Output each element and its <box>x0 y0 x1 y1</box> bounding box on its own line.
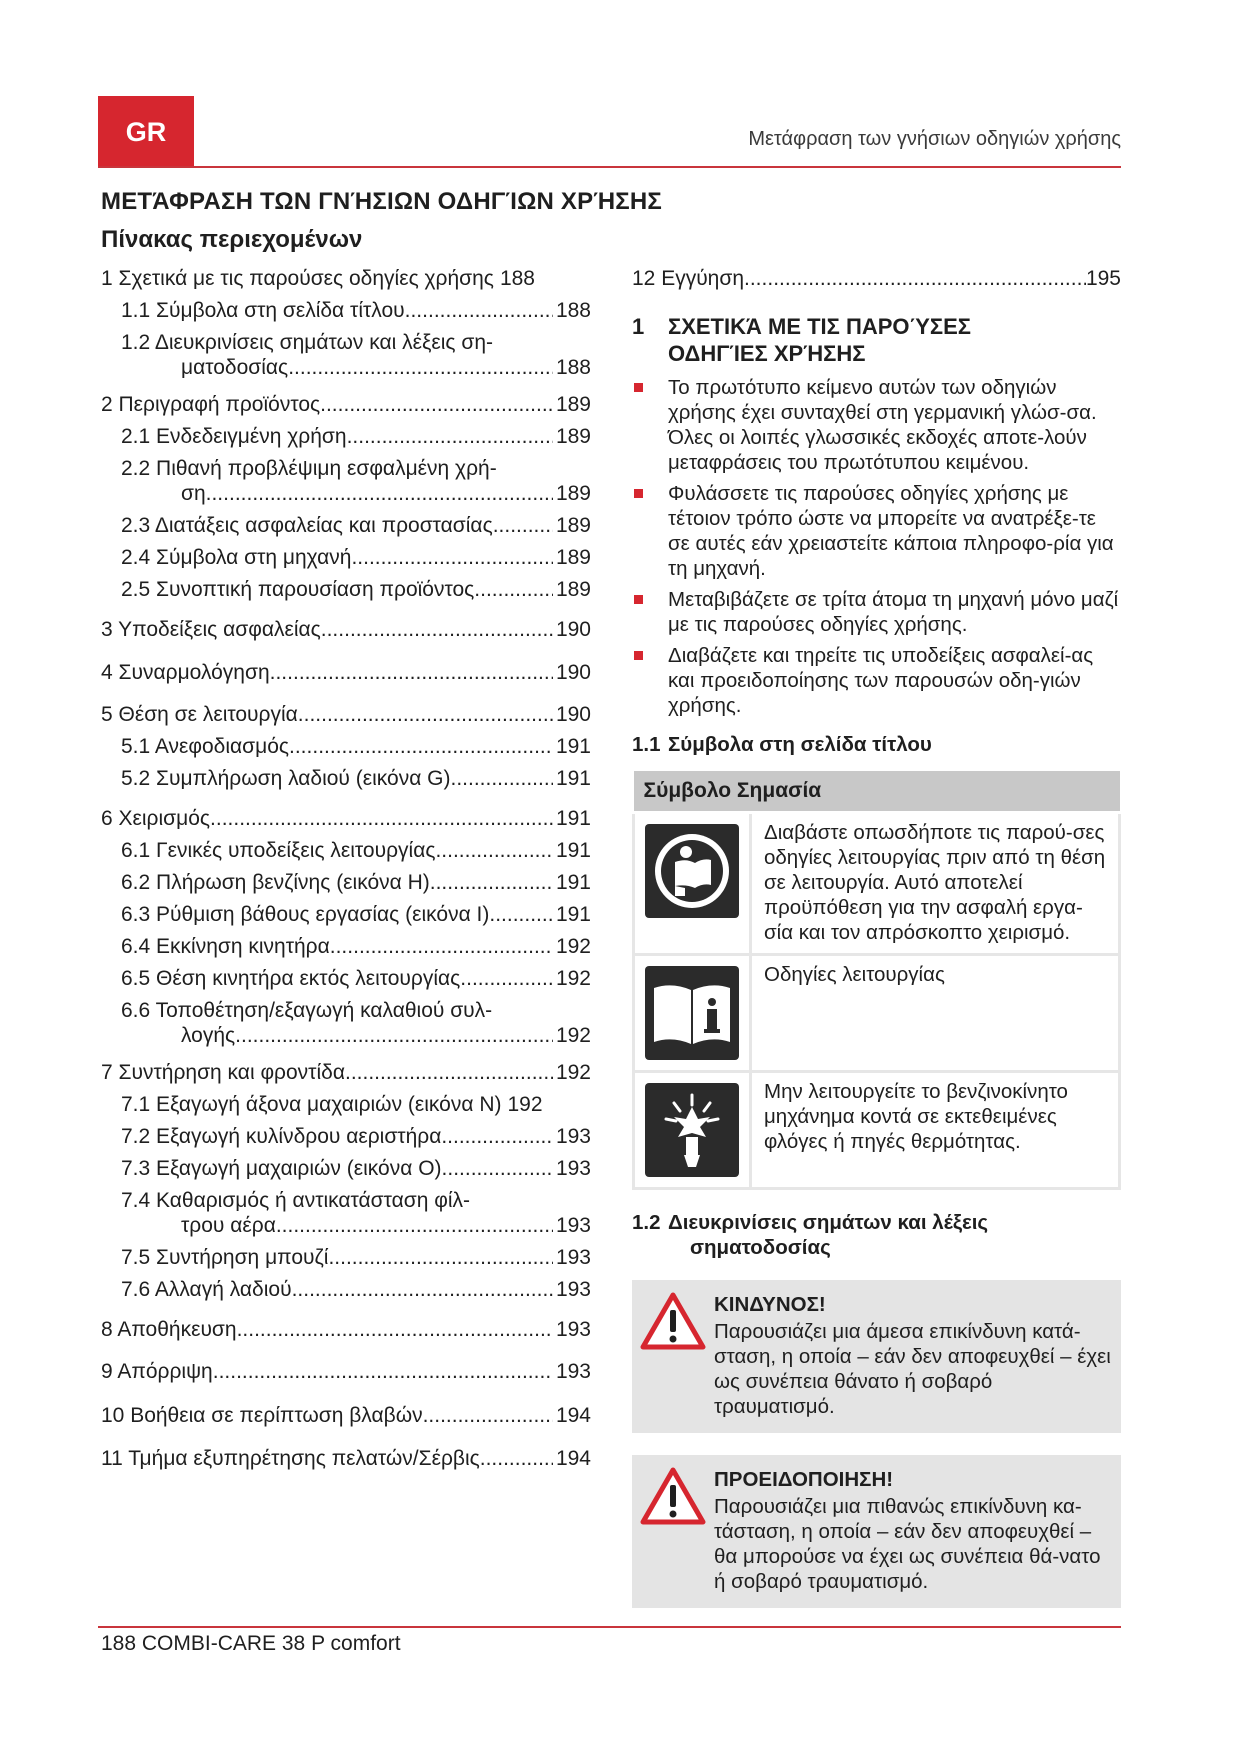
bullet-square-icon <box>634 489 643 498</box>
toc-entry[interactable]: 2.1 Ενδεδειγμένη χρήση ..... 189 <box>101 424 591 449</box>
list-item: Μεταβιβάζετε σε τρίτα άτομα τη μηχανή μόνο μαζί με τις παρούσες οδηγίες χρήσης. <box>632 587 1121 637</box>
toc-entry[interactable]: 1.2 Διευκρινίσεις σημάτων και λέξεις ση- ματοδοσίας ..... 188 <box>101 330 591 380</box>
right-column <box>632 266 1121 1608</box>
toc-entry[interactable]: 11 Τμήμα εξυπηρέτησης πελατών/Σέρβις ..... 194 <box>101 1446 591 1471</box>
toc-entry[interactable]: 7.3 Εξαγωγή μαχαιριών (εικόνα O) ..... 193 <box>101 1156 591 1181</box>
subsection-heading: 1.2 Διευκρινίσεις σημάτων και λέξεις σηματοδοσίας <box>632 1211 989 1259</box>
footer-divider <box>98 1626 1121 1628</box>
toc-entry[interactable]: 3 Υποδείξεις ασφαλείας ..... 190 <box>101 617 591 642</box>
bullet-list <box>632 375 1121 718</box>
toc-entry[interactable]: 12 Εγγύηση ..... 195 <box>632 266 1121 291</box>
warning-notice <box>632 1455 1121 1608</box>
table-row: Οδηγίες λειτουργίας <box>634 955 1120 1072</box>
page-footer: 188 COMBI-CARE 38 P comfort <box>101 1632 401 1655</box>
table-row: Διαβάστε οπωσδήποτε τις παρού-σες οδηγίες λειτουργίας πριν από τη θέση σε λειτουργία. Αυτό αποτελεί προϋπόθεση για την ασφαλή εργα-σία και τον απρόσκοπτο χειρισμό. <box>634 813 1120 955</box>
toc-entry[interactable]: 9 Απόρριψη ..... 193 <box>101 1359 591 1384</box>
list-item: Φυλάσσετε τις παρούσες οδηγίες χρήσης με τέτοιον τρόπο ώστε να μπορείτε να ανατρέξε-τε σε αυτές εάν χρειαστείτε κάποια πληροφο-ρία για τη μηχανή. <box>632 481 1121 581</box>
toc-entry[interactable]: 7.2 Εξαγωγή κυλίνδρου αεριστήρα ..... 193 <box>101 1124 591 1149</box>
bullet-square-icon <box>634 595 643 604</box>
toc-entry[interactable]: 7.1 Εξαγωγή άξονα μαχαιριών (εικόνα N) 192 <box>121 1093 543 1116</box>
danger-notice <box>632 1280 1121 1433</box>
bullet-square-icon <box>634 383 643 392</box>
warning-triangle-icon <box>640 1292 706 1350</box>
language-tab: GR <box>98 96 194 168</box>
toc-entry[interactable]: 6 Χειρισμός ..... 191 <box>101 806 591 831</box>
manual-info-icon <box>645 966 739 1060</box>
toc-title: Πίνακας περιεχομένων <box>101 226 363 253</box>
toc-entry[interactable]: 1 Σχετικά με τις παρούσες οδηγίες χρήσης 188 <box>101 267 535 290</box>
table-row: Μην λειτουργείτε το βενζινοκίνητο μηχάνημα κοντά σε εκτεθειμένες φλόγες ή πηγές θερμότητας. <box>634 1072 1120 1189</box>
read-manual-icon <box>645 824 739 918</box>
toc-entry[interactable]: 7 Συντήρηση και φροντίδα ..... 192 <box>101 1060 591 1085</box>
section-heading: 1 ΣΧΕΤΙΚΆ ΜΕ ΤΙΣ ΠΑΡΟΎΣΕΣ ΟΔΗΓΊΕΣ ΧΡΉΣΗΣ <box>632 314 972 366</box>
toc-entry[interactable]: 4 Συναρμολόγηση ..... 190 <box>101 660 591 685</box>
warning-triangle-icon <box>640 1467 706 1525</box>
toc-entry[interactable]: 6.2 Πλήρωση βενζίνης (εικόνα H) ..... 191 <box>101 870 591 895</box>
toc-entry[interactable]: 5 Θέση σε λειτουργία ..... 190 <box>101 702 591 727</box>
toc-entry[interactable]: 5.2 Συμπλήρωση λαδιού (εικόνα G) ..... 191 <box>101 766 591 791</box>
toc-entry[interactable]: 7.5 Συντήρηση μπουζί ..... 193 <box>101 1245 591 1270</box>
table-header: Σύμβολο Σημασία <box>634 771 1120 813</box>
toc-entry[interactable]: 6.1 Γενικές υποδείξεις λειτουργίας ..... 191 <box>101 838 591 863</box>
toc-entry[interactable]: 6.4 Εκκίνηση κινητήρα ..... 192 <box>101 934 591 959</box>
bullet-square-icon <box>634 651 643 660</box>
toc-entry[interactable]: 6.5 Θέση κινητήρα εκτός λειτουργίας ..... 192 <box>101 966 591 991</box>
notice-text: Παρουσιάζει μια πιθανώς επικίνδυνη κα-τάσταση, η οποία – εάν δεν αποφευχθεί – θα μπορούσε να έχει ως συνέπεια θά-νατο ή σοβαρό τραυματισμό. <box>714 1495 1101 1593</box>
toc-entry[interactable]: 2 Περιγραφή προϊόντος ..... 189 <box>101 392 591 417</box>
table-of-contents <box>101 266 591 1471</box>
toc-entry[interactable]: 10 Βοήθεια σε περίπτωση βλαβών ..... 194 <box>101 1403 591 1428</box>
running-header: Μετάφραση των γνήσιων οδηγιών χρήσης <box>748 128 1121 150</box>
symbol-table <box>632 771 1121 1190</box>
toc-entry[interactable]: 5.1 Ανεφοδιασμός ..... 191 <box>101 734 591 759</box>
no-open-flame-icon <box>645 1083 739 1177</box>
notice-title: ΚΙΝΔΥΝΟΣ! <box>714 1293 826 1316</box>
toc-entry[interactable]: 2.2 Πιθανή προβλέψιμη εσφαλμένη χρή- ση ..... 189 <box>101 456 591 506</box>
toc-entry[interactable]: 7.6 Αλλαγή λαδιού ..... 193 <box>101 1277 591 1302</box>
toc-entry[interactable]: 6.6 Τοποθέτηση/εξαγωγή καλαθιού συλ- λογής ..... 192 <box>101 998 591 1048</box>
header-divider <box>98 166 1121 168</box>
toc-entry[interactable]: 6.3 Ρύθμιση βάθους εργασίας (εικόνα I) ..... 191 <box>101 902 591 927</box>
subsection-heading: 1.1 Σύμβολα στη σελίδα τίτλου <box>632 733 932 756</box>
toc-entry[interactable]: 8 Αποθήκευση ..... 193 <box>101 1317 591 1342</box>
toc-entry[interactable]: 7.4 Καθαρισμός ή αντικατάσταση φίλ- τρου αέρα ..... 193 <box>101 1188 591 1238</box>
list-item: Διαβάζετε και τηρείτε τις υποδείξεις ασφαλεί-ας και προειδοποίησης των παρουσών οδη-γιών χρήσης. <box>632 643 1121 718</box>
notice-text: Παρουσιάζει μια άμεσα επικίνδυνη κατά-σταση, η οποία – εάν δεν αποφευχθεί – έχει ως συνέπεια θάνατο ή σοβαρό τραυματισμό. <box>714 1320 1111 1418</box>
toc-entry[interactable]: 2.5 Συνοπτική παρουσίαση προϊόντος ..... 189 <box>101 577 591 602</box>
list-item: Το πρωτότυπο κείμενο αυτών των οδηγιών χρήσης έχει συνταχθεί στη γερμανική γλώσ-σα. Όλες οι λοιπές γλωσσικές εκδοχές αποτε-λούν μεταφράσεις του πρωτότυπου κειμένου. <box>632 375 1121 475</box>
toc-entry[interactable]: 2.4 Σύμβολα στη μηχανή ..... 189 <box>101 545 591 570</box>
toc-entry[interactable]: 1.1 Σύμβολα στη σελίδα τίτλου ..... 188 <box>101 298 591 323</box>
toc-entry[interactable]: 2.3 Διατάξεις ασφαλείας και προστασίας ..... 189 <box>101 513 591 538</box>
document-title: ΜΕΤΆΦΡΑΣΗ ΤΩΝ ΓΝΉΣΙΩΝ ΟΔΗΓΊΩΝ ΧΡΉΣΗΣ <box>101 188 663 215</box>
notice-title: ΠΡΟΕΙΔΟΠΟΙΗΣΗ! <box>714 1468 894 1491</box>
